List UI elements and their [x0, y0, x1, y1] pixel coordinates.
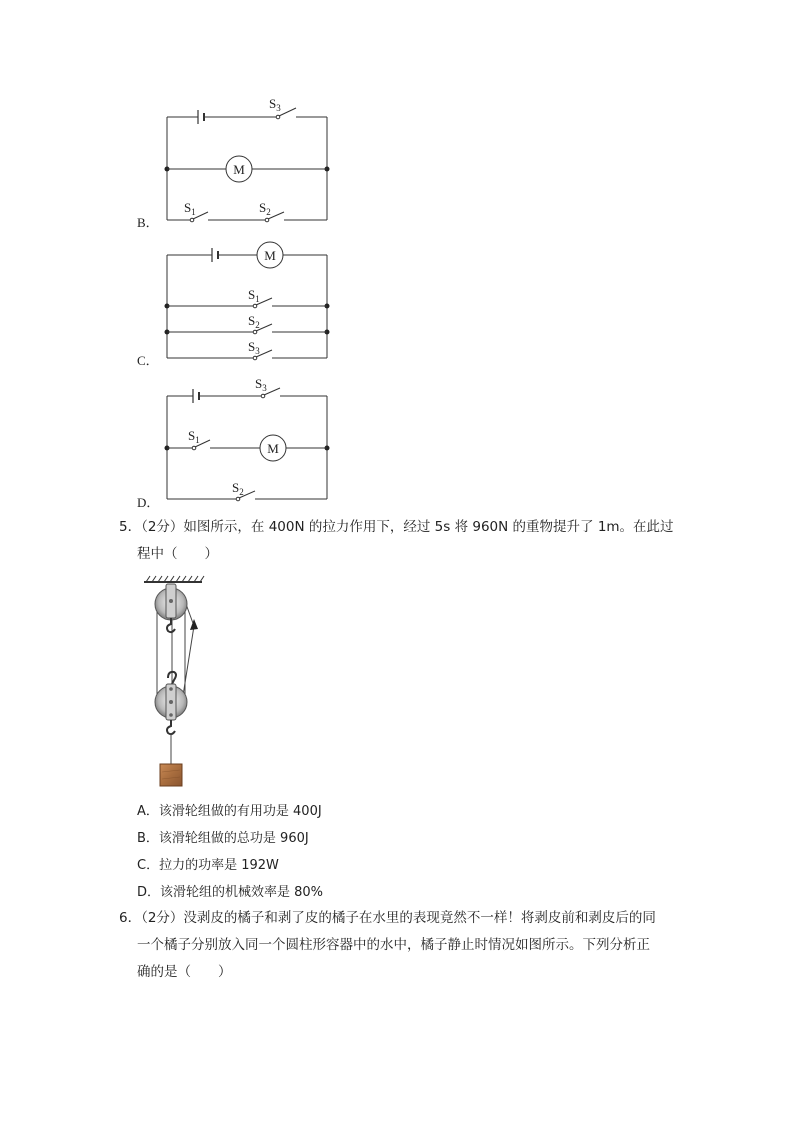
motor-label: M: [233, 162, 245, 177]
switch-s3-blade: [279, 108, 296, 116]
question-6-line-2: 一个橘子分别放入同一个圆柱形容器中的水中，橘子静止时情况如图所示。下列分析正: [137, 937, 650, 953]
motor-label: M: [267, 441, 279, 456]
option-d-letter: D．: [137, 495, 160, 510]
switch-s1-label: $S_1$: [188, 428, 200, 445]
switch-s2-label: $S_2$: [248, 313, 260, 330]
switch-s1-label: $S_1$: [248, 287, 260, 304]
circuit-diagram-d: [150, 375, 350, 505]
option-b-letter: B．: [137, 215, 159, 230]
switch-s2-label: $S_2$: [259, 200, 271, 217]
movable-pulley-axle: [169, 700, 173, 704]
pulley-system-figure: [138, 574, 218, 792]
switch-s3-label: $S_3$: [248, 339, 260, 356]
movable-pulley-bolt: [169, 713, 173, 717]
rope-pull-lower: [182, 626, 194, 702]
option-a: A．该滑轮组做的有用功是 400J: [137, 804, 322, 819]
switch-s3-label: $S_3$: [269, 96, 281, 113]
pull-arrow-head: [190, 619, 198, 630]
weight-block: [160, 764, 182, 786]
question-5-line-2: 程中（ ）: [137, 546, 218, 562]
question-6-line-1: 6．（2分）没剥皮的橘子和剥了皮的橘子在水里的表现竟然不一样！将剥皮前和剥皮后的同: [119, 910, 656, 926]
option-c: C．拉力的功率是 192W: [137, 858, 279, 873]
switch-s1-label: $S_1$: [184, 200, 196, 217]
movable-pulley-bolt: [169, 687, 173, 691]
circuit-diagram-b: [150, 90, 350, 230]
switch-s3-label: $S_3$: [255, 376, 267, 393]
option-c-letter: C．: [137, 353, 159, 368]
circuit-diagram-c: [150, 238, 350, 368]
option-d: D．该滑轮组的机械效率是 80%: [137, 885, 324, 900]
question-5-line-1: 5．（2分）如图所示，在 400N 的拉力作用下，经过 5s 将 960N 的重物提升了 1m。在此过: [119, 519, 674, 535]
option-b: B．该滑轮组做的总功是 960J: [137, 831, 309, 846]
question-6-line-3: 确的是（ ）: [137, 964, 232, 980]
motor-label: M: [264, 248, 276, 263]
fixed-pulley-axle: [169, 599, 173, 603]
switch-s2-label: $S_2$: [232, 480, 244, 497]
movable-pulley-hook: [167, 720, 175, 734]
